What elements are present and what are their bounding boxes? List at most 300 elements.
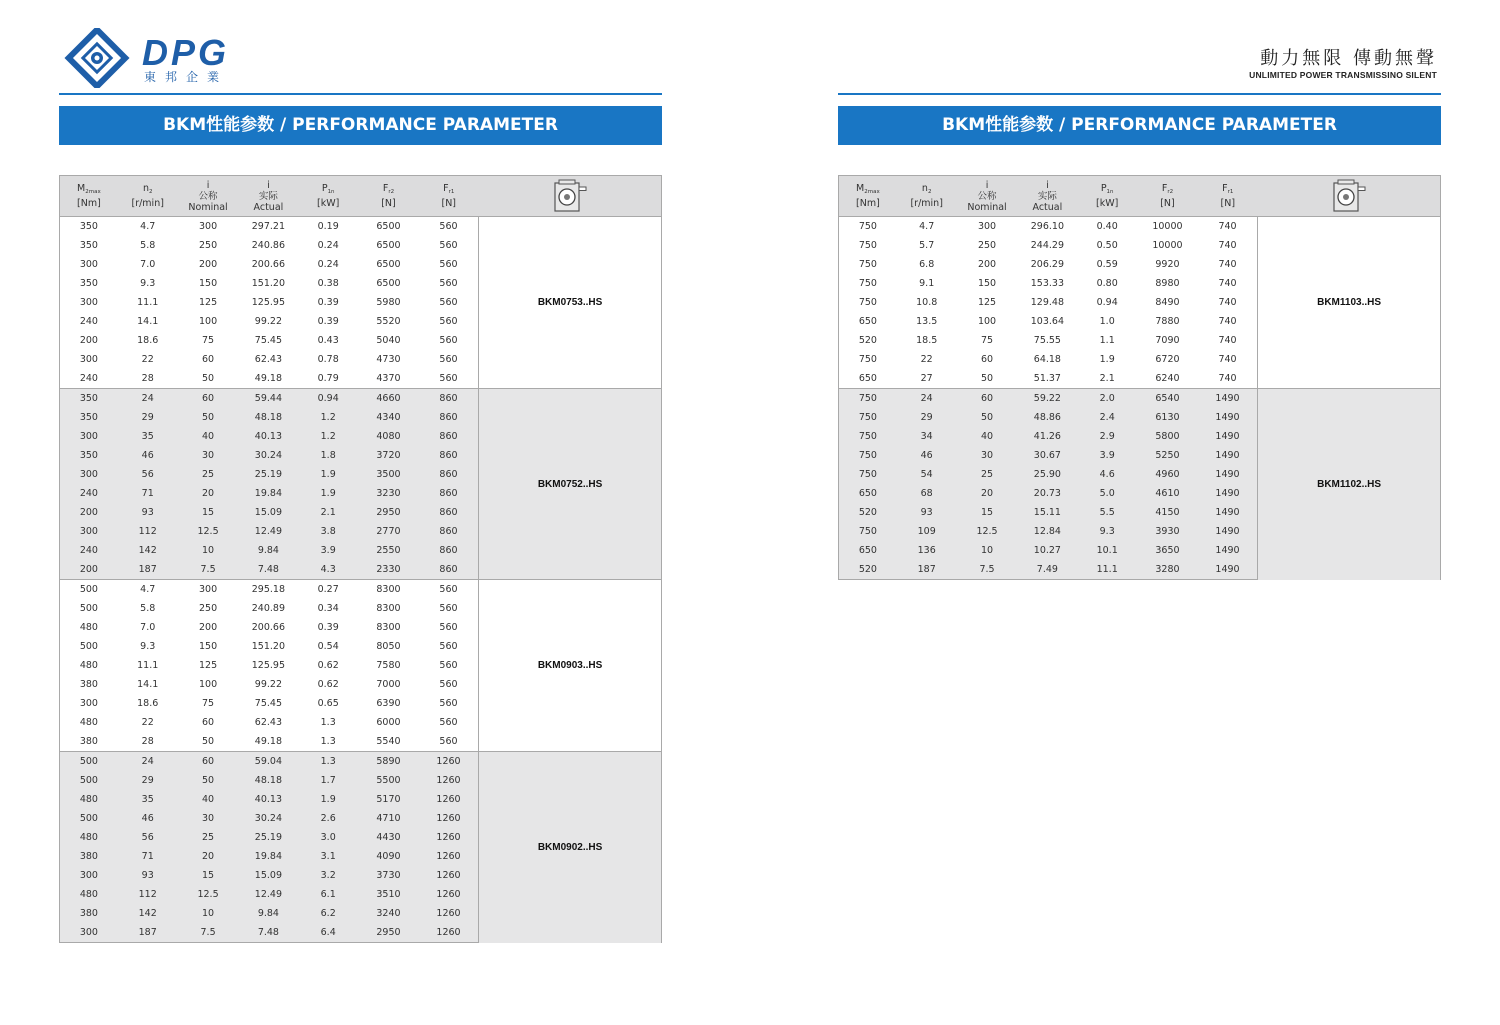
table-cell: 0.40 [1077, 217, 1137, 237]
header-top: n [921, 183, 928, 194]
table-cell: 860 [419, 408, 479, 427]
table-cell: 250 [178, 599, 239, 618]
table-cell: 125.95 [238, 293, 298, 312]
table-cell: 5980 [358, 293, 419, 312]
dpg-logo [64, 28, 254, 88]
table-cell: 560 [419, 350, 479, 369]
table-cell: 18.6 [118, 694, 178, 713]
table-cell: 25.90 [1017, 465, 1077, 484]
table-cell: 1.1 [1077, 331, 1137, 350]
table-cell: 650 [839, 541, 897, 560]
table-cell: 68 [897, 484, 957, 503]
logo-text: DPG [142, 32, 230, 73]
table-cell: 1.2 [298, 427, 358, 446]
table-cell: 6500 [358, 255, 419, 274]
table-cell: 59.44 [238, 389, 298, 409]
table-cell: 15.09 [238, 866, 298, 885]
table-cell: 1260 [419, 866, 479, 885]
table-cell: 5890 [358, 752, 419, 772]
table-cell: 4150 [1137, 503, 1198, 522]
table-cell: 3.9 [1077, 446, 1137, 465]
header-icon-cell [1258, 176, 1441, 217]
header-fr1 [419, 176, 479, 217]
header-p1n [298, 176, 358, 217]
table-cell: 560 [419, 656, 479, 675]
table-cell: 8300 [358, 599, 419, 618]
table-cell: 20 [178, 484, 239, 503]
header-top: P [321, 183, 328, 194]
table-cell: 560 [419, 331, 479, 350]
table-cell: 20 [957, 484, 1018, 503]
performance-table [59, 175, 662, 943]
table-cell: 75 [957, 331, 1018, 350]
table-cell: 7.48 [238, 923, 298, 943]
table-cell: 350 [60, 236, 118, 255]
model-name: BKM0753..HS [479, 217, 662, 389]
table-cell: 19.84 [238, 484, 298, 503]
slogan-chinese: 動力無限 傳動無聲 [1260, 48, 1437, 69]
table-cell: 22 [897, 350, 957, 369]
table-cell: 48.18 [238, 408, 298, 427]
header-rule [838, 93, 1441, 95]
table-cell: 650 [839, 484, 897, 503]
header-label-en: Actual [1032, 201, 1063, 213]
table-cell: 18.6 [118, 331, 178, 350]
table-cell: 350 [60, 274, 118, 293]
header-subscript: r1 [1227, 189, 1234, 195]
table-cell: 740 [1198, 217, 1258, 237]
table-cell: 350 [60, 446, 118, 465]
table-cell: 500 [60, 580, 118, 600]
table-cell: 56 [118, 465, 178, 484]
table-cell: 12.5 [178, 885, 239, 904]
table-cell: 7000 [358, 675, 419, 694]
table-cell: 125 [178, 293, 239, 312]
table-cell: 350 [60, 217, 118, 237]
table-cell: 6000 [358, 713, 419, 732]
table-cell: 500 [60, 599, 118, 618]
table-cell: 0.19 [298, 217, 358, 237]
table-cell: 560 [419, 713, 479, 732]
header-subscript: r2 [1167, 189, 1174, 195]
table-cell: 7.5 [178, 923, 239, 943]
table-cell: 750 [839, 427, 897, 446]
table-row [60, 580, 662, 600]
table-cell: 187 [118, 560, 178, 580]
table-cell: 500 [60, 752, 118, 772]
table-cell: 3240 [358, 904, 419, 923]
table-cell: 4430 [358, 828, 419, 847]
table-cell: 11.1 [118, 656, 178, 675]
table-cell: 25 [178, 828, 239, 847]
table-cell: 1.3 [298, 732, 358, 752]
table-cell: 136 [897, 541, 957, 560]
header-label-en: Actual [253, 201, 284, 213]
table-cell: 30 [178, 446, 239, 465]
header-unit: [kW] [1096, 198, 1119, 209]
table-cell: 51.37 [1017, 369, 1077, 389]
table-cell: 1490 [1198, 541, 1258, 560]
table-cell: 14.1 [118, 675, 178, 694]
table-cell: 1.9 [298, 484, 358, 503]
table-cell: 650 [839, 312, 897, 331]
table-cell: 1260 [419, 771, 479, 790]
table-cell: 24 [897, 389, 957, 409]
table-cell: 25 [178, 465, 239, 484]
table-cell: 15.11 [1017, 503, 1077, 522]
table-cell: 200 [60, 331, 118, 350]
table-cell: 200.66 [238, 255, 298, 274]
table-cell: 50 [178, 369, 239, 389]
table-cell: 64.18 [1017, 350, 1077, 369]
table-cell: 10.8 [897, 293, 957, 312]
table-cell: 560 [419, 599, 479, 618]
table-cell: 25.19 [238, 828, 298, 847]
table-cell: 8490 [1137, 293, 1198, 312]
table-cell: 30.24 [238, 809, 298, 828]
table-cell: 112 [118, 522, 178, 541]
header-top: F [443, 183, 449, 194]
table-cell: 30.67 [1017, 446, 1077, 465]
table-cell: 5800 [1137, 427, 1198, 446]
table-cell: 560 [419, 618, 479, 637]
table-cell: 7.49 [1017, 560, 1077, 580]
table-cell: 10 [957, 541, 1018, 560]
table-cell: 4730 [358, 350, 419, 369]
header-top: F [382, 183, 389, 194]
table-cell: 1490 [1198, 503, 1258, 522]
table-cell: 3.8 [298, 522, 358, 541]
table-cell: 59.04 [238, 752, 298, 772]
table-cell: 0.39 [298, 312, 358, 331]
table-cell: 7.0 [118, 255, 178, 274]
table-cell: 0.39 [298, 618, 358, 637]
header-unit: [r/min] [131, 198, 164, 209]
table-cell: 0.78 [298, 350, 358, 369]
table-cell: 48.18 [238, 771, 298, 790]
table-cell: 60 [178, 350, 239, 369]
header-top: i [267, 179, 270, 191]
table-cell: 50 [957, 369, 1018, 389]
slogan-english: UNLIMITED POWER TRANSMISSINO SILENT [1249, 70, 1437, 80]
table-cell: 5.8 [118, 236, 178, 255]
table-cell: 151.20 [238, 274, 298, 293]
table-cell: 7.0 [118, 618, 178, 637]
table-cell: 1260 [419, 904, 479, 923]
header-unit: [Nm] [77, 198, 101, 209]
table-cell: 12.49 [238, 885, 298, 904]
table-cell: 520 [839, 560, 897, 580]
table-cell: 740 [1198, 331, 1258, 350]
table-cell: 7.48 [238, 560, 298, 580]
table-cell: 71 [118, 484, 178, 503]
table-cell: 4960 [1137, 465, 1198, 484]
table-cell: 860 [419, 522, 479, 541]
header-top: M [77, 183, 86, 194]
header-label-cn: 实际 [1037, 190, 1057, 202]
table-cell: 25.19 [238, 465, 298, 484]
table-cell: 3.1 [298, 847, 358, 866]
table-cell: 860 [419, 427, 479, 446]
table-cell: 0.80 [1077, 274, 1137, 293]
table-cell: 480 [60, 885, 118, 904]
table-cell: 15.09 [238, 503, 298, 522]
table-cell: 75.45 [238, 694, 298, 713]
table-cell: 1.3 [298, 752, 358, 772]
table-cell: 0.94 [298, 389, 358, 409]
table-cell: 2.9 [1077, 427, 1137, 446]
table-cell: 0.54 [298, 637, 358, 656]
table-cell: 740 [1198, 274, 1258, 293]
table-cell: 75.55 [1017, 331, 1077, 350]
header-unit: [kW] [317, 198, 340, 209]
table-cell: 0.24 [298, 236, 358, 255]
table-cell: 13.5 [897, 312, 957, 331]
table-cell: 5520 [358, 312, 419, 331]
table-cell: 740 [1198, 236, 1258, 255]
table-cell: 750 [839, 389, 897, 409]
table-cell: 560 [419, 675, 479, 694]
table-cell: 2950 [358, 503, 419, 522]
header-subscript: 2max [85, 189, 101, 195]
table-cell: 35 [118, 790, 178, 809]
header-unit: [r/min] [910, 198, 943, 209]
table-cell: 14.1 [118, 312, 178, 331]
table-cell: 60 [957, 350, 1018, 369]
table-cell: 0.79 [298, 369, 358, 389]
table-cell: 40.13 [238, 427, 298, 446]
table-cell: 2330 [358, 560, 419, 580]
table-cell: 50 [178, 771, 239, 790]
table-cell: 29 [118, 771, 178, 790]
table-cell: 30 [178, 809, 239, 828]
table-cell: 6500 [358, 274, 419, 293]
table-cell: 4090 [358, 847, 419, 866]
header-unit: [Nm] [856, 198, 880, 209]
table-cell: 22 [118, 713, 178, 732]
table-cell: 740 [1198, 350, 1258, 369]
table-cell: 860 [419, 389, 479, 409]
table-cell: 0.39 [298, 293, 358, 312]
table-cell: 3.0 [298, 828, 358, 847]
table-cell: 151.20 [238, 637, 298, 656]
table-cell: 9.3 [118, 274, 178, 293]
table-cell: 5.7 [897, 236, 957, 255]
table-cell: 480 [60, 828, 118, 847]
table-cell: 3.9 [298, 541, 358, 560]
table-cell: 860 [419, 503, 479, 522]
table-cell: 2550 [358, 541, 419, 560]
table-cell: 125 [957, 293, 1018, 312]
table-cell: 560 [419, 637, 479, 656]
table-cell: 560 [419, 369, 479, 389]
table-cell: 3720 [358, 446, 419, 465]
table-cell: 5.5 [1077, 503, 1137, 522]
table-cell: 500 [60, 809, 118, 828]
table-cell: 750 [839, 274, 897, 293]
table-cell: 0.59 [1077, 255, 1137, 274]
table-cell: 750 [839, 522, 897, 541]
table-cell: 10 [178, 904, 239, 923]
table-cell: 11.1 [1077, 560, 1137, 580]
header-label-cn: 公称 [977, 190, 997, 202]
header-top: i [985, 179, 989, 191]
table-cell: 34 [897, 427, 957, 446]
table-cell: 295.18 [238, 580, 298, 600]
table-cell: 860 [419, 446, 479, 465]
table-cell: 7.5 [178, 560, 239, 580]
table-cell: 15 [957, 503, 1018, 522]
table-cell: 4.7 [897, 217, 957, 237]
table-cell: 750 [839, 350, 897, 369]
table-cell: 750 [839, 465, 897, 484]
table-cell: 4610 [1137, 484, 1198, 503]
table-cell: 7.5 [957, 560, 1018, 580]
table-cell: 300 [60, 866, 118, 885]
table-cell: 750 [839, 217, 897, 237]
table-cell: 46 [118, 446, 178, 465]
table-cell: 9.84 [238, 904, 298, 923]
table-cell: 750 [839, 408, 897, 427]
table-cell: 187 [897, 560, 957, 580]
table-cell: 2770 [358, 522, 419, 541]
table-cell: 6390 [358, 694, 419, 713]
table-cell: 6240 [1137, 369, 1198, 389]
table-cell: 60 [957, 389, 1018, 409]
table-cell: 1260 [419, 885, 479, 904]
table-cell: 49.18 [238, 369, 298, 389]
table-cell: 1490 [1198, 446, 1258, 465]
table-cell: 4370 [358, 369, 419, 389]
header-i-actual [238, 176, 298, 217]
table-cell: 60 [178, 389, 239, 409]
header-n2 [118, 176, 178, 217]
header-unit: [N] [1160, 198, 1175, 209]
table-cell: 1490 [1198, 408, 1258, 427]
table-cell: 125 [178, 656, 239, 675]
table-cell: 240 [60, 541, 118, 560]
header-unit: [N] [381, 198, 396, 209]
table-cell: 2.6 [298, 809, 358, 828]
table-cell: 3280 [1137, 560, 1198, 580]
header-i-nominal [178, 176, 239, 217]
table-cell: 350 [60, 389, 118, 409]
table-cell: 8050 [358, 637, 419, 656]
table-cell: 750 [839, 236, 897, 255]
table-cell: 20 [178, 847, 239, 866]
table-cell: 296.10 [1017, 217, 1077, 237]
table-cell: 9.1 [897, 274, 957, 293]
header-unit: [N] [441, 198, 457, 209]
table-cell: 560 [419, 293, 479, 312]
table-cell: 300 [60, 427, 118, 446]
table-cell: 56 [118, 828, 178, 847]
header-i-actual [1017, 176, 1077, 217]
table-cell: 500 [60, 771, 118, 790]
table-cell: 60 [178, 752, 239, 772]
table-cell: 1.9 [1077, 350, 1137, 369]
table-row [60, 389, 662, 409]
performance-table [838, 175, 1441, 580]
header-rule [59, 93, 662, 95]
table-cell: 3510 [358, 885, 419, 904]
table-cell: 3500 [358, 465, 419, 484]
table-cell: 0.65 [298, 694, 358, 713]
table-cell: 153.33 [1017, 274, 1077, 293]
table-cell: 300 [957, 217, 1018, 237]
header-i-nominal [957, 176, 1018, 217]
table-row [839, 217, 1441, 237]
table-cell: 1490 [1198, 522, 1258, 541]
table-cell: 2.1 [1077, 369, 1137, 389]
table-cell: 15 [178, 503, 239, 522]
table-cell: 1490 [1198, 560, 1258, 580]
table-cell: 50 [178, 732, 239, 752]
table-cell: 300 [178, 217, 239, 237]
table-cell: 4.7 [118, 580, 178, 600]
table-cell: 1260 [419, 752, 479, 772]
table-cell: 9.3 [118, 637, 178, 656]
table-cell: 93 [118, 503, 178, 522]
table-cell: 240.89 [238, 599, 298, 618]
table-cell: 380 [60, 675, 118, 694]
table-cell: 30 [957, 446, 1018, 465]
model-name: BKM1103..HS [1258, 217, 1441, 389]
table-cell: 75 [178, 331, 239, 350]
table-cell: 27 [897, 369, 957, 389]
table-cell: 35 [118, 427, 178, 446]
table-cell: 100 [178, 312, 239, 331]
table-cell: 11.1 [118, 293, 178, 312]
table-cell: 5.8 [118, 599, 178, 618]
table-cell: 62.43 [238, 713, 298, 732]
table-cell: 4.6 [1077, 465, 1137, 484]
table-cell: 25 [957, 465, 1018, 484]
table-cell: 0.34 [298, 599, 358, 618]
table-cell: 480 [60, 656, 118, 675]
table-cell: 560 [419, 694, 479, 713]
table-cell: 50 [178, 408, 239, 427]
table-cell: 250 [178, 236, 239, 255]
table-cell: 750 [839, 293, 897, 312]
table-cell: 4080 [358, 427, 419, 446]
table-cell: 20.73 [1017, 484, 1077, 503]
table-cell: 250 [957, 236, 1018, 255]
table-cell: 3930 [1137, 522, 1198, 541]
header-label-en: Nominal [967, 201, 1007, 213]
table-cell: 0.62 [298, 675, 358, 694]
table-cell: 297.21 [238, 217, 298, 237]
table-cell: 9920 [1137, 255, 1198, 274]
logo-subtitle: 東邦企業 [144, 70, 229, 84]
table-cell: 10.1 [1077, 541, 1137, 560]
table-cell: 8300 [358, 580, 419, 600]
table-cell: 75.45 [238, 331, 298, 350]
table-cell: 12.5 [957, 522, 1018, 541]
table-cell: 9.84 [238, 541, 298, 560]
table-cell: 29 [897, 408, 957, 427]
header-subscript: 1n [327, 189, 335, 195]
table-cell: 4.3 [298, 560, 358, 580]
table-cell: 240.86 [238, 236, 298, 255]
header-top: F [1161, 183, 1168, 194]
table-cell: 3650 [1137, 541, 1198, 560]
table-cell: 75 [178, 694, 239, 713]
header-top: P [1100, 183, 1107, 194]
table-cell: 59.22 [1017, 389, 1077, 409]
table-cell: 150 [178, 274, 239, 293]
header-fr2 [1137, 176, 1198, 217]
